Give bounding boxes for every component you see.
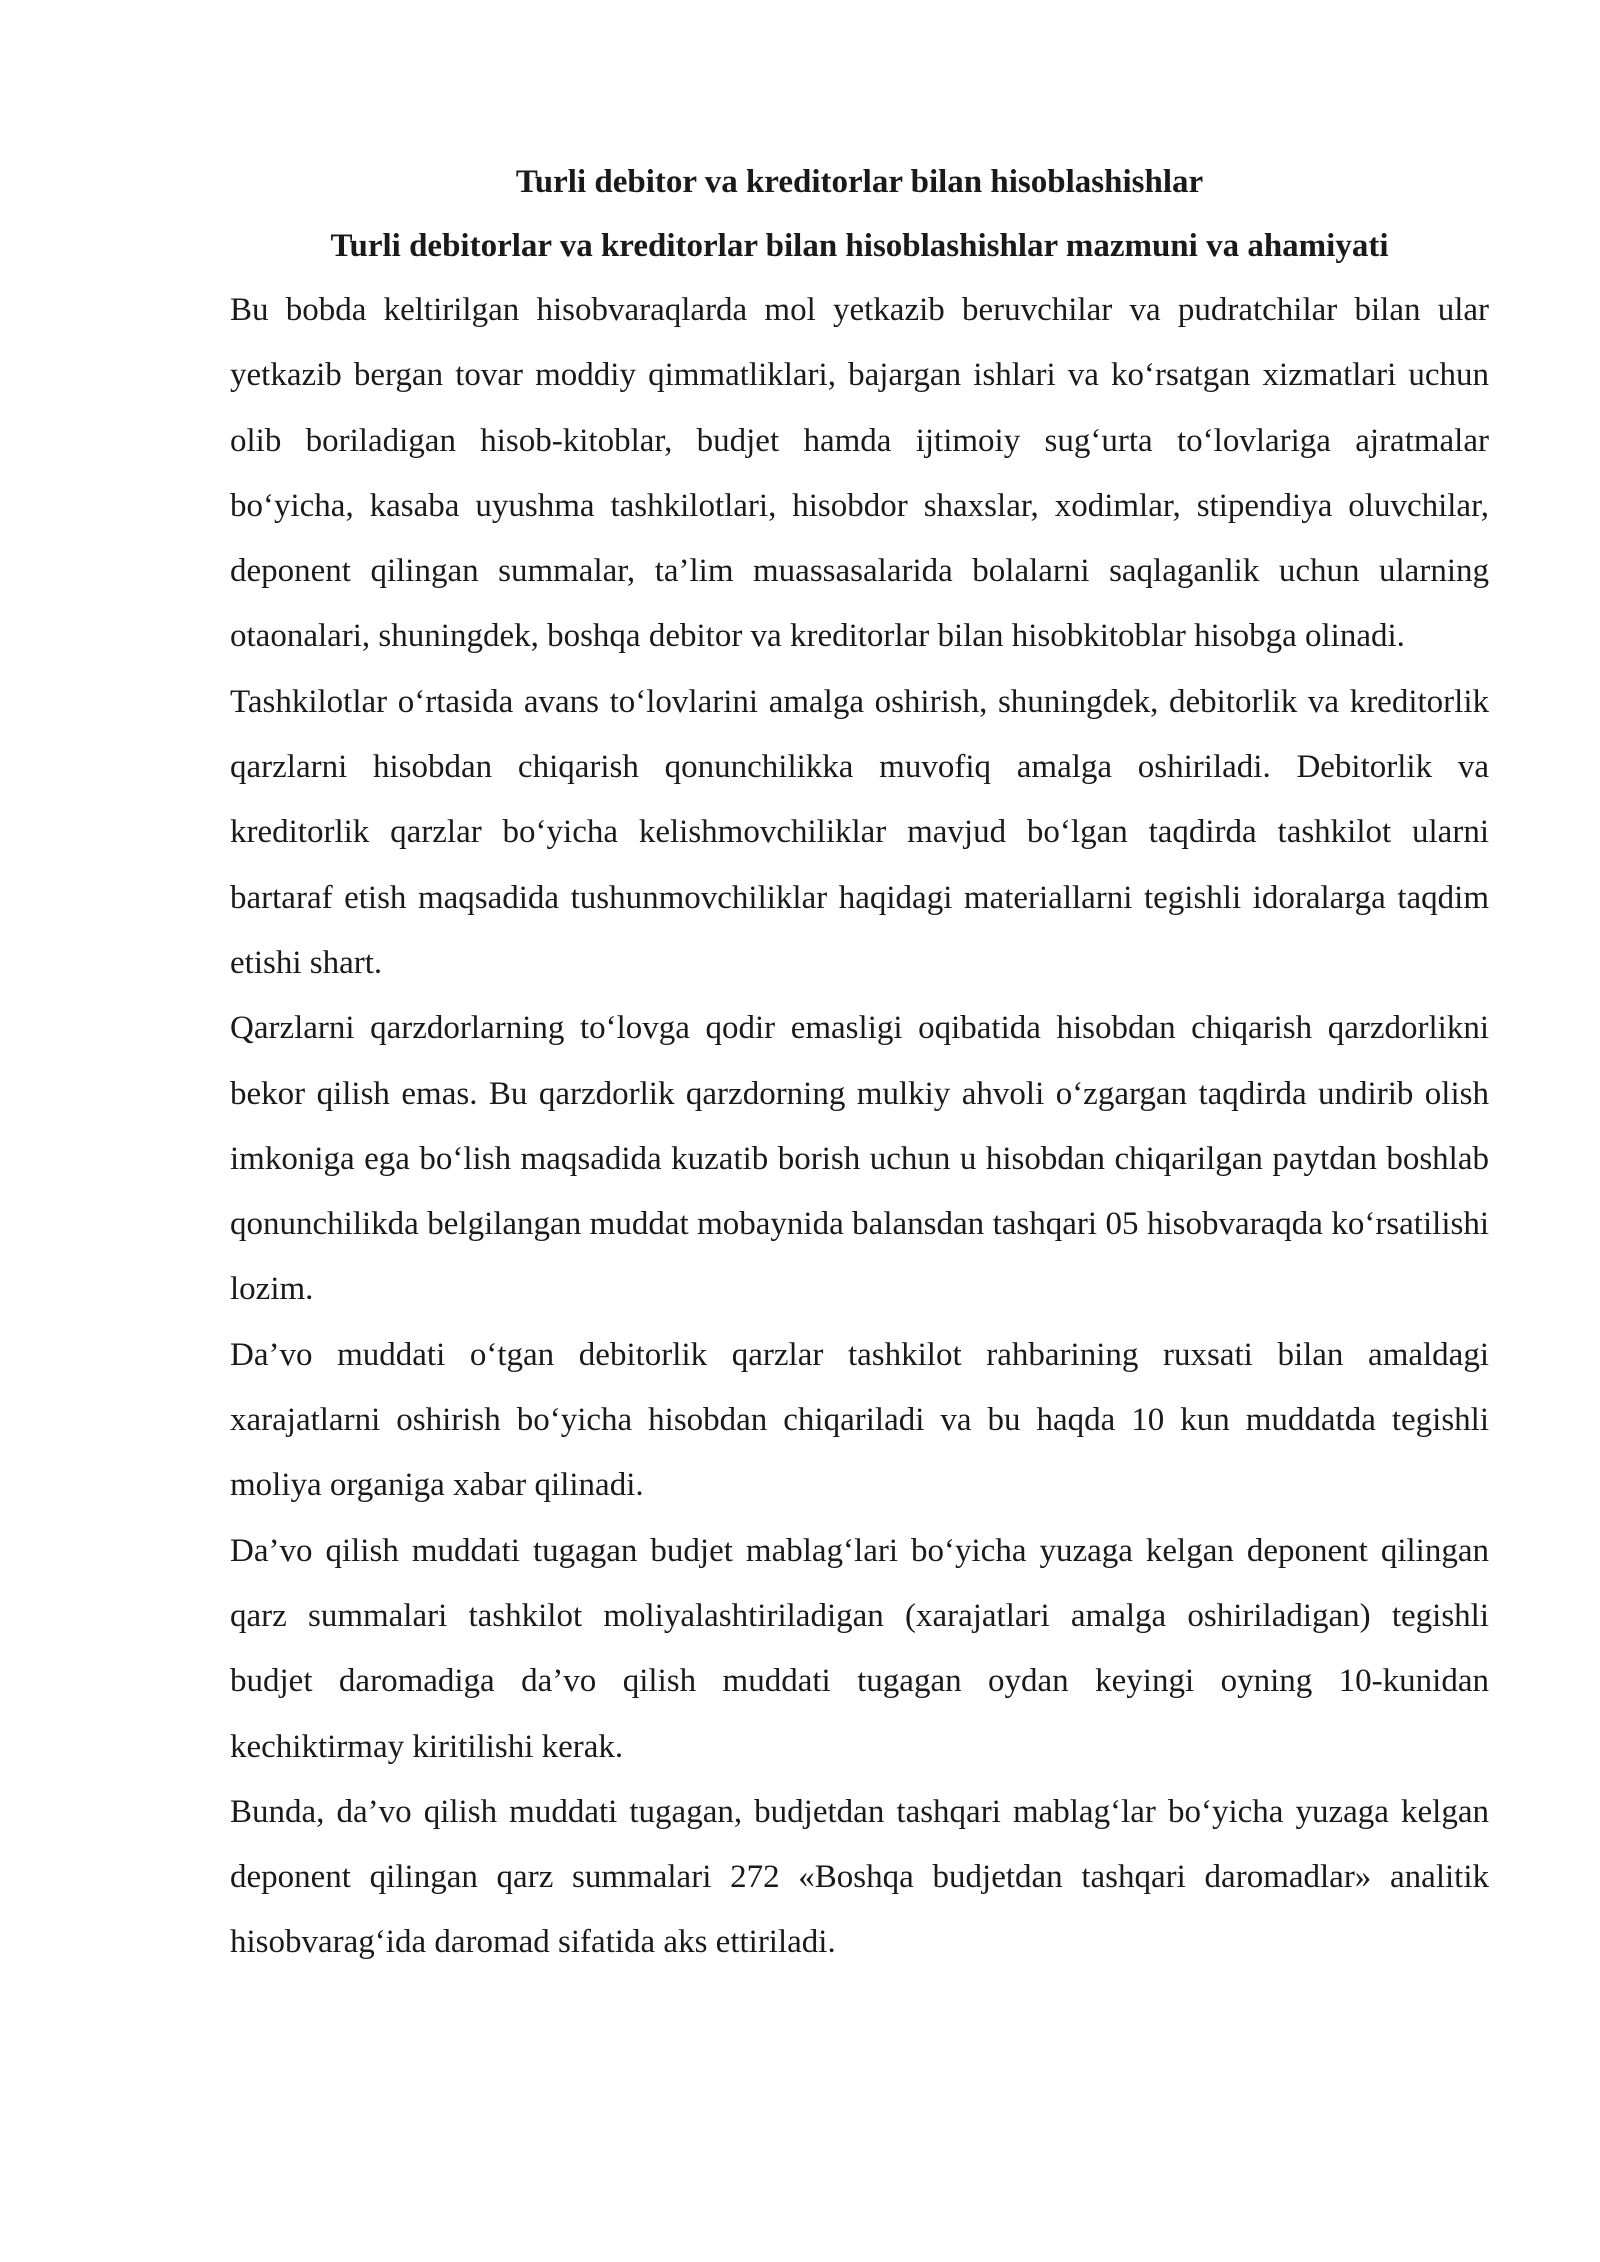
document-page xyxy=(230,150,1489,1976)
paragraph: Da’vo qilish muddati tugagan budjet mablag‘lari bo‘yicha yuzaga kelgan deponent qilingan qarz summalari tashkilot moliyalashtiriladigan (xarajatlari amalga oshiriladigan) tegishli budjet daromadiga da’vo qilish muddati tugagan oydan keyingi oyning 10-kunidan kechiktirmay kiritilishi kerak. xyxy=(230,1532,1489,1765)
paragraph: Bunda, da’vo qilish muddati tugagan, budjetdan tashqari mablag‘lar bo‘yicha yuzaga kelgan deponent qilingan qarz summalari 272 «Boshqa budjetdan tashqari daromadlar» analitik hisobvarag‘ida daromad sifatida aks ettiriladi. xyxy=(230,1793,1489,1961)
paragraph: Tashkilotlar o‘rtasida avans to‘lovlarini amalga oshirish, shuningdek, debitorlik va kreditorlik qarzlarni hisobdan chiqarish qonunchilikka muvofiq amalga oshiriladi. Debitorlik va kreditorlik qarzlar bo‘yicha kelishmovchiliklar mavjud bo‘lgan taqdirda tashkilot ularni bartaraf etish maqsadida tushunmovchiliklar haqidagi materiallarni tegishli idoralarga taqdim etishi shart. xyxy=(230,683,1489,981)
paragraph: Qarzlarni qarzdorlarning to‘lovga qodir emasligi oqibatida hisobdan chiqarish qarzdorlikni bekor qilish emas. Bu qarzdorlik qarzdorning mulkiy ahvoli o‘zgargan taqdirda undirib olish imkoniga ega bo‘lish maqsadida kuzatib borish uchun u hisobdan chiqarilgan paytdan boshlab qonunchilikda belgilangan muddat mobaynida balansdan tashqari 05 hisobvaraqda ko‘rsatilishi lozim. xyxy=(230,1010,1489,1308)
paragraph: Da’vo muddati o‘tgan debitorlik qarzlar tashkilot rahbarining ruxsati bilan amaldagi xarajatlarni oshirish bo‘yicha hisobdan chiqariladi va bu haqda 10 kun muddatda tegishli moliya organiga xabar qilinadi. xyxy=(230,1336,1489,1504)
document-title: Turli debitor va kreditorlar bilan hisoblashishlar xyxy=(515,164,1204,200)
paragraph: Bu bobda keltirilgan hisobvaraqlarda mol yetkazib beruvchilar va pudratchilar bilan ular yetkazib bergan tovar moddiy qimmatliklari, bajargan ishlari va ko‘rsatgan xizmatlari uchun olib boriladigan hisob-kitoblar, budjet hamda ijtimoiy sug‘urta to‘lovlariga ajratmalar bo‘yicha, kasaba uyushma tashkilotlari, hisobdor shaxslar, xodimlar, stipendiya oluvchilar, deponent qilingan summalar, ta’lim muassasalarida bolalarni saqlaganlik uchun ularning otaonalari, shuningdek, boshqa debitor va kreditorlar bilan hisobkitoblar hisobga olinadi. xyxy=(230,292,1489,655)
document-subtitle: Turli debitorlar va kreditorlar bilan hisoblashishlar mazmuni va ahamiyati xyxy=(330,228,1389,264)
